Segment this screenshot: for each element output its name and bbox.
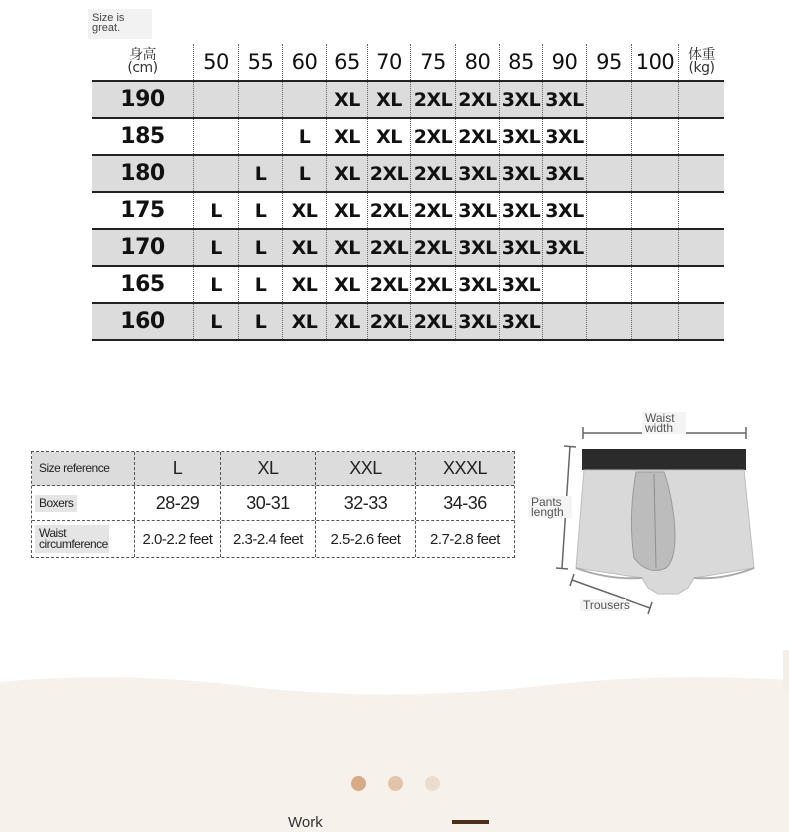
size-cell: 2XL xyxy=(410,156,455,191)
size-cell: 2XL xyxy=(410,193,455,228)
size-chart-row xyxy=(92,193,724,230)
size-cell: 3XL xyxy=(455,304,499,339)
size-cell: XL xyxy=(326,230,367,265)
size-cell xyxy=(542,304,586,339)
weight-header-cell: 95 xyxy=(586,44,631,80)
size-cell: XL xyxy=(282,304,326,339)
size-cell: L xyxy=(193,267,238,302)
row-label-cell xyxy=(32,486,134,520)
size-cell: 3XL xyxy=(542,119,586,154)
size-note: Size is great. xyxy=(88,9,152,39)
size-cell xyxy=(586,156,631,191)
empty-cell xyxy=(678,267,724,302)
size-cell: 2XL xyxy=(367,193,410,228)
boxers-row xyxy=(32,486,514,521)
empty-cell xyxy=(678,82,724,117)
value-cell: 30-31 xyxy=(220,486,315,520)
size-cell: 3XL xyxy=(455,193,499,228)
size-cell: 3XL xyxy=(499,82,542,117)
weight-header-cell: 100 xyxy=(631,44,678,80)
size-cell: L xyxy=(238,304,282,339)
size-cell: 2XL xyxy=(455,119,499,154)
size-cell xyxy=(631,230,678,265)
value-cell: 2.3-2.4 feet xyxy=(220,521,315,557)
decorative-banner-background xyxy=(0,650,789,832)
size-chart-row xyxy=(92,119,724,156)
size-cell xyxy=(586,82,631,117)
size-cell: L xyxy=(238,193,282,228)
weight-header-cell: 75 xyxy=(410,44,455,80)
empty-cell xyxy=(678,230,724,265)
value-cell: 34-36 xyxy=(415,486,514,520)
value-cell: 2.7-2.8 feet xyxy=(415,521,514,557)
size-cell: 2XL xyxy=(410,230,455,265)
size-cell: XL xyxy=(326,156,367,191)
row-label: Waist circumference xyxy=(35,525,109,553)
weight-header-cell: 90 xyxy=(542,44,586,80)
size-cell xyxy=(282,82,326,117)
height-cell: 190 xyxy=(120,87,165,112)
weight-header-cell: 65 xyxy=(326,44,367,80)
size-chart-row xyxy=(92,304,724,341)
size-cell: XL xyxy=(326,82,367,117)
size-cell xyxy=(586,193,631,228)
section-dash-divider xyxy=(452,820,489,824)
weight-header-cell: 80 xyxy=(455,44,499,80)
size-cell: 2XL xyxy=(410,119,455,154)
size-chart-row xyxy=(92,156,724,193)
size-cell xyxy=(631,267,678,302)
size-chart-header-row xyxy=(92,44,724,82)
height-cell: 180 xyxy=(120,161,165,186)
weight-header-unit: (kg) xyxy=(688,60,715,76)
height-header-unit: (cm) xyxy=(127,60,158,76)
height-cell: 160 xyxy=(120,309,165,334)
size-cell xyxy=(542,267,586,302)
height-weight-size-chart xyxy=(92,44,724,341)
size-cell: 3XL xyxy=(455,156,499,191)
weight-header-cell: 50 xyxy=(193,44,238,80)
size-cell: L xyxy=(282,119,326,154)
size-cell: 2XL xyxy=(367,304,410,339)
size-cell: 3XL xyxy=(499,193,542,228)
empty-cell xyxy=(678,156,724,191)
value-cell: 32-33 xyxy=(315,486,415,520)
size-cell: XL xyxy=(282,193,326,228)
size-cell: L xyxy=(282,156,326,191)
size-cell: 2XL xyxy=(455,82,499,117)
waist-width-label: Waist width xyxy=(642,412,686,434)
height-header xyxy=(92,44,193,80)
value-cell: L xyxy=(134,452,220,485)
size-cell xyxy=(631,119,678,154)
empty-cell xyxy=(678,193,724,228)
size-chart-row xyxy=(92,267,724,304)
size-cell xyxy=(631,156,678,191)
size-cell: L xyxy=(238,156,282,191)
carousel-dot-1[interactable] xyxy=(351,776,366,791)
pants-length-label: Pants length xyxy=(528,496,572,518)
size-cell xyxy=(193,156,238,191)
size-cell: XL xyxy=(326,119,367,154)
height-cell: 170 xyxy=(120,235,165,260)
empty-cell xyxy=(678,119,724,154)
size-cell: XL xyxy=(326,267,367,302)
height-cell: 185 xyxy=(120,124,165,149)
size-cell: L xyxy=(193,230,238,265)
value-cell: XXL xyxy=(315,452,415,485)
size-cell: 2XL xyxy=(367,156,410,191)
size-cell: XL xyxy=(367,119,410,154)
size-cell: XL xyxy=(282,230,326,265)
height-cell: 165 xyxy=(120,272,165,297)
weight-header xyxy=(678,44,724,80)
waist-circumference-row xyxy=(32,521,514,557)
size-cell: XL xyxy=(367,82,410,117)
work-label: Work xyxy=(288,814,323,831)
weight-header-label: 体重 xyxy=(688,47,715,63)
size-cell: 3XL xyxy=(499,230,542,265)
size-cell: XL xyxy=(326,193,367,228)
size-chart-row xyxy=(92,230,724,267)
size-reference-header-row xyxy=(32,452,514,486)
size-cell xyxy=(193,82,238,117)
size-cell: L xyxy=(238,230,282,265)
size-cell: 3XL xyxy=(499,119,542,154)
size-chart-row xyxy=(92,82,724,119)
size-cell: L xyxy=(193,304,238,339)
carousel-dot-2[interactable] xyxy=(388,776,403,791)
size-cell xyxy=(631,193,678,228)
size-cell: 3XL xyxy=(499,304,542,339)
value-cell: 28-29 xyxy=(134,486,220,520)
row-label: Size reference xyxy=(39,461,110,475)
boxer-measurement-diagram xyxy=(528,408,768,623)
value-cell: 2.5-2.6 feet xyxy=(315,521,415,557)
boxer-size-reference-table xyxy=(31,451,515,558)
size-cell: 2XL xyxy=(410,267,455,302)
trousers-label: Trousers xyxy=(580,599,626,611)
value-cell: XL xyxy=(220,452,315,485)
height-cell: 175 xyxy=(120,198,165,223)
weight-header-cell: 60 xyxy=(282,44,326,80)
weight-header-cell: 85 xyxy=(499,44,542,80)
size-cell xyxy=(586,304,631,339)
size-cell: 2XL xyxy=(410,82,455,117)
size-cell xyxy=(586,267,631,302)
size-cell xyxy=(631,82,678,117)
size-cell xyxy=(586,230,631,265)
weight-header-cell: 70 xyxy=(367,44,410,80)
size-cell: 3XL xyxy=(455,230,499,265)
size-cell: 2XL xyxy=(367,230,410,265)
size-cell: 2XL xyxy=(410,304,455,339)
height-header-label: 身高 xyxy=(129,47,156,63)
size-cell: 3XL xyxy=(499,267,542,302)
size-cell: XL xyxy=(326,304,367,339)
weight-header-cell: 55 xyxy=(238,44,282,80)
size-cell: 3XL xyxy=(542,193,586,228)
size-cell xyxy=(631,304,678,339)
size-cell xyxy=(238,82,282,117)
size-cell: 3XL xyxy=(499,156,542,191)
size-cell xyxy=(238,119,282,154)
row-label-cell xyxy=(32,521,134,557)
value-cell: XXXL xyxy=(415,452,514,485)
row-label: Boxers xyxy=(35,495,77,512)
size-cell xyxy=(586,119,631,154)
value-cell: 2.0-2.2 feet xyxy=(134,521,220,557)
size-cell: L xyxy=(193,193,238,228)
size-cell: 3XL xyxy=(542,82,586,117)
row-label-cell xyxy=(32,452,134,485)
carousel-dot-3[interactable] xyxy=(425,776,440,791)
size-cell: L xyxy=(238,267,282,302)
size-cell: XL xyxy=(282,267,326,302)
size-cell: 3XL xyxy=(542,230,586,265)
size-cell: 3XL xyxy=(542,156,586,191)
empty-cell xyxy=(678,304,724,339)
size-cell xyxy=(193,119,238,154)
size-cell: 3XL xyxy=(455,267,499,302)
size-cell: 2XL xyxy=(367,267,410,302)
